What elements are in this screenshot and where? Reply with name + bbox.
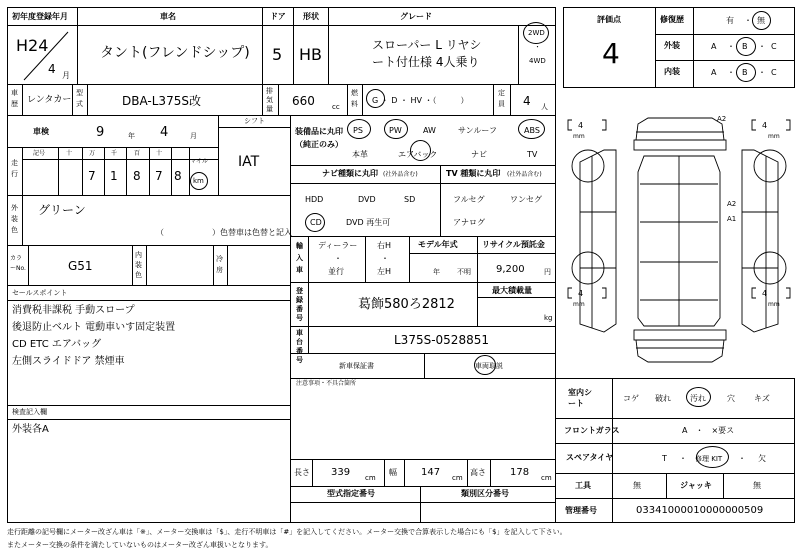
exterior-option-c: C (771, 42, 777, 51)
recycle-label: リサイクル預託金 (482, 240, 545, 249)
shaken-year-unit: 年 (128, 132, 135, 140)
footer-note-1: 走行距離の記号欄にメーター改ざん車は「※」、メーター交換車は「$」、走行不明車は「#」を記入してください。メーター交換で合算表示した場合にも「$」を記入して下さい。 (7, 528, 567, 536)
equipment-label: 装備品に丸印（純正のみ） (295, 127, 343, 149)
navi-hdd: HDD (305, 195, 324, 204)
car-name-label: 車名 (160, 12, 176, 21)
spare-dot: ・ (679, 454, 687, 463)
recycle-value: 9,200 (496, 264, 525, 275)
month-unit: 月 (62, 71, 70, 80)
import-dot-2: ・ (381, 254, 389, 263)
grade-line2: ート付仕様 4人乗り (372, 55, 480, 69)
tire-depth-fr-unit: mm (768, 133, 780, 140)
spare-dot-2: ・ (738, 454, 746, 463)
equip-aw: AW (423, 126, 436, 135)
mileage-header-mile: マイル (190, 158, 208, 165)
navi-dvd-play: DVD 再生可 (346, 218, 391, 227)
displacement-label: 排気量 (266, 87, 273, 113)
grade-line1: スローパー L リヤシ (372, 38, 482, 52)
mgmt-label: 管理番号 (565, 506, 597, 515)
color-no-value: G51 (68, 259, 93, 273)
chassis-label: 車台番号 (296, 329, 303, 364)
sales-point-line: 消費税非課税 手動スロープ (12, 305, 135, 316)
seat-label: 室内シート (568, 388, 592, 408)
equip-navi: ナビ (471, 150, 487, 159)
exterior-option-b: B (742, 42, 748, 51)
shaken-month-unit: 月 (190, 132, 197, 140)
tire-depth-rr: 4 (762, 289, 768, 298)
interior-option-c: C (771, 68, 777, 77)
equip-airbag-circle (410, 140, 431, 161)
score-label: 評価点 (597, 15, 621, 24)
damage-mark: A2 (727, 200, 737, 208)
capacity-label: 定員 (498, 89, 505, 108)
interior-color-label: 内装色 (135, 251, 142, 279)
damage-mark: A2 (717, 115, 727, 123)
length-value: 339 (331, 467, 351, 478)
tv-oneseg: ワンセグ (510, 195, 542, 204)
navi-note: (社外品含む) (383, 171, 418, 178)
repair-dot: ・ (744, 16, 752, 25)
windshield-options: A ・ ×要ス (682, 426, 735, 435)
windshield-label: フロントガラス (564, 426, 620, 435)
remarks-label: 注意事項・不具合箇所 (296, 380, 357, 387)
mileage-digit: 8 (174, 169, 182, 183)
jack-label: ジャッキ (680, 481, 712, 490)
navi-cd: CD (310, 218, 322, 227)
recycle-unit: 円 (544, 268, 551, 276)
model-year-label: モデル年式 (418, 240, 458, 249)
first-reg-month: 4 (48, 62, 56, 76)
height-value: 178 (510, 467, 530, 478)
color-no-label: カラーNo. (10, 255, 26, 272)
doors-value: 5 (272, 45, 283, 64)
length-unit: cm (365, 474, 376, 482)
max-load-unit: kg (544, 314, 553, 322)
tools-value: 無 (633, 481, 641, 490)
category-label: 類別区分番号 (461, 489, 509, 498)
seat-option: 穴 (727, 394, 735, 403)
grade-label: グレード (400, 12, 432, 21)
mileage-header-10k0: 十 (66, 150, 73, 157)
shape-label: 形状 (303, 12, 319, 21)
seat-option: 破れ (655, 394, 671, 403)
equip-airbag: エアバック (398, 150, 438, 159)
width-unit: cm (452, 474, 463, 482)
shift-value: IAT (238, 154, 260, 170)
mileage-digit: 7 (88, 169, 96, 183)
fuel-label: 燃料 (351, 89, 358, 108)
sales-points-label: セールスポイント (12, 289, 68, 297)
repair-option-no: 無 (757, 16, 765, 25)
equip-abs-circle (518, 119, 545, 139)
seat-option: キズ (754, 394, 770, 403)
mgmt-value: 03341000010000000509 (636, 505, 764, 516)
import-label: 輸入車 (296, 242, 303, 274)
mileage-header-10: 十 (156, 150, 163, 157)
manual-circle (474, 355, 496, 375)
import-dealer: ディーラー (318, 241, 358, 250)
displacement-value: 660 (292, 94, 315, 108)
first-reg-era: H24 (16, 36, 49, 55)
mileage-header-1k: 千 (111, 150, 118, 157)
width-label: 幅 (389, 468, 397, 477)
sales-point-line: 左側スライドドア 禁煙車 (12, 356, 125, 367)
repair-label: 修復歴 (660, 15, 684, 24)
score-value: 4 (602, 37, 620, 70)
shaken-label: 車検 (33, 127, 49, 136)
model-value: DBA-L375S改 (122, 94, 201, 108)
navi-sd: SD (404, 195, 416, 204)
interior-option-a: A (711, 68, 717, 77)
interior-dot: ・ (727, 68, 735, 77)
height-label: 高さ (470, 468, 486, 477)
spare-selected-circle (696, 446, 729, 468)
model-year-unknown: 不明 (457, 268, 471, 276)
mileage-unit: km (193, 177, 204, 185)
navi-header: ナビ種類に丸印 (322, 169, 378, 178)
fridge-label: 冷房 (216, 255, 223, 274)
jack-value: 無 (753, 481, 761, 490)
seat-option: コゲ (623, 394, 639, 403)
mileage-header-10k: 万 (89, 150, 96, 157)
first-reg-label: 初年度登録年月 (12, 12, 68, 21)
damage-mark: A1 (727, 215, 737, 223)
footer-note-2: またメーター交換の条件を満たしていないものはメーター改ざん車扱いとなります。 (7, 541, 273, 549)
interior-dot-2: ・ (758, 68, 766, 77)
drive-dot: ・ (534, 43, 541, 51)
import-dot: ・ (334, 254, 342, 263)
cc-unit: cc (332, 103, 340, 111)
mileage-digit: 8 (133, 169, 141, 183)
usage-label: 車歴 (11, 89, 18, 108)
repair-option-yes: 有 (726, 16, 734, 25)
seat-option: 汚れ (690, 394, 706, 403)
height-unit: cm (541, 474, 552, 482)
import-left-h: 左H (377, 267, 392, 276)
tv-note: (社外品含む) (507, 171, 542, 178)
max-load-label: 最大積載量 (492, 286, 532, 295)
manual-label: 車両取説 (475, 362, 503, 370)
shape-value: HB (299, 45, 323, 64)
repair-selected-circle (752, 11, 771, 30)
tire-depth-rr-unit: mm (768, 301, 780, 308)
mileage-header-mark: 記号 (33, 150, 46, 157)
exterior-dot: ・ (727, 42, 735, 51)
drive-2wd: 2WD (528, 29, 545, 37)
tools-label: 工具 (575, 481, 591, 490)
tire-depth-fl: 4 (578, 121, 584, 130)
type-designation-label: 型式指定番号 (327, 489, 375, 498)
shaken-year: 9 (96, 125, 105, 140)
capacity-unit: 人 (541, 103, 548, 111)
equip-pw: PW (389, 126, 402, 135)
equip-leather: 本革 (352, 150, 368, 159)
chassis-value: L375S-0528851 (394, 333, 489, 347)
spare-option-none: 欠 (758, 454, 766, 463)
color-value: グリーン (38, 203, 86, 217)
equip-ps-circle (347, 119, 371, 139)
mileage-digit: 1 (110, 169, 118, 183)
fuel-options: G ・ D ・ HV ・（ ） (372, 96, 469, 105)
inspector-label: 検査記入欄 (12, 408, 47, 416)
capacity-value: 4 (523, 94, 531, 108)
navi-dvd: DVD (358, 195, 376, 204)
model-year-unit: 年 (433, 268, 440, 276)
mileage-label: 走行 (11, 159, 18, 178)
spare-option-t: T (662, 454, 667, 463)
mileage-header-100: 百 (134, 150, 141, 157)
tire-depth-fl-unit: mm (573, 133, 585, 140)
exterior-selected-circle (736, 37, 756, 56)
sales-point-line: CD ETC エアバッグ (12, 339, 102, 350)
tv-fullseg: フルセグ (453, 195, 485, 204)
seat-selected-circle (686, 387, 711, 407)
drive-4wd: 4WD (529, 57, 546, 65)
interior-selected-circle (736, 63, 756, 82)
equip-pw-circle (384, 119, 408, 139)
door-label: ドア (270, 12, 286, 21)
tv-analog: アナログ (453, 218, 485, 227)
shaken-month: 4 (160, 125, 169, 140)
car-name-value: タント(フレンドシップ) (100, 45, 250, 61)
color-label: 外装色 (11, 204, 18, 234)
tire-depth-fr: 4 (762, 121, 768, 130)
exterior-option-a: A (711, 42, 717, 51)
shift-label: シフト (244, 117, 265, 125)
interior-label: 内装 (664, 67, 680, 76)
width-value: 147 (421, 467, 441, 478)
registration-label: 登録番号 (296, 287, 303, 322)
spare-option-kit: 修理 KIT (695, 455, 723, 463)
inspector-value: 外装各A (12, 424, 49, 435)
import-right-h: 右H (377, 241, 392, 250)
import-parallel: 並行 (328, 267, 344, 276)
usage-value: レンタカー (27, 95, 72, 105)
registration-value: 葛飾580ろ2812 (358, 297, 455, 312)
navi-cd-circle (305, 213, 325, 232)
length-label: 長さ (294, 468, 310, 477)
fuel-selected-circle (366, 89, 385, 108)
tire-depth-rl-unit: mm (573, 301, 585, 308)
tv-header: TV 種類に丸印 (446, 169, 501, 178)
sales-point-line: 後退防止ベルト 電動車いす固定装置 (12, 322, 176, 333)
exterior-dot-2: ・ (758, 42, 766, 51)
exterior-label: 外装 (664, 41, 680, 50)
equip-abs: ABS (524, 126, 540, 135)
equip-ps: PS (353, 126, 363, 135)
car-body-diagram (560, 92, 798, 374)
model-label: 型式 (76, 89, 83, 108)
tire-depth-rl: 4 (578, 289, 584, 298)
new-car-warranty: 新車保証書 (339, 362, 374, 370)
spare-label: スペアタイヤ (566, 453, 614, 462)
color-note: （ ）色替車は色替と記入 (156, 228, 292, 237)
mileage-digit: 7 (155, 169, 163, 183)
interior-option-b: B (742, 68, 748, 77)
equip-sunroof: サンルーフ (458, 126, 497, 135)
equip-tv: TV (527, 150, 538, 159)
